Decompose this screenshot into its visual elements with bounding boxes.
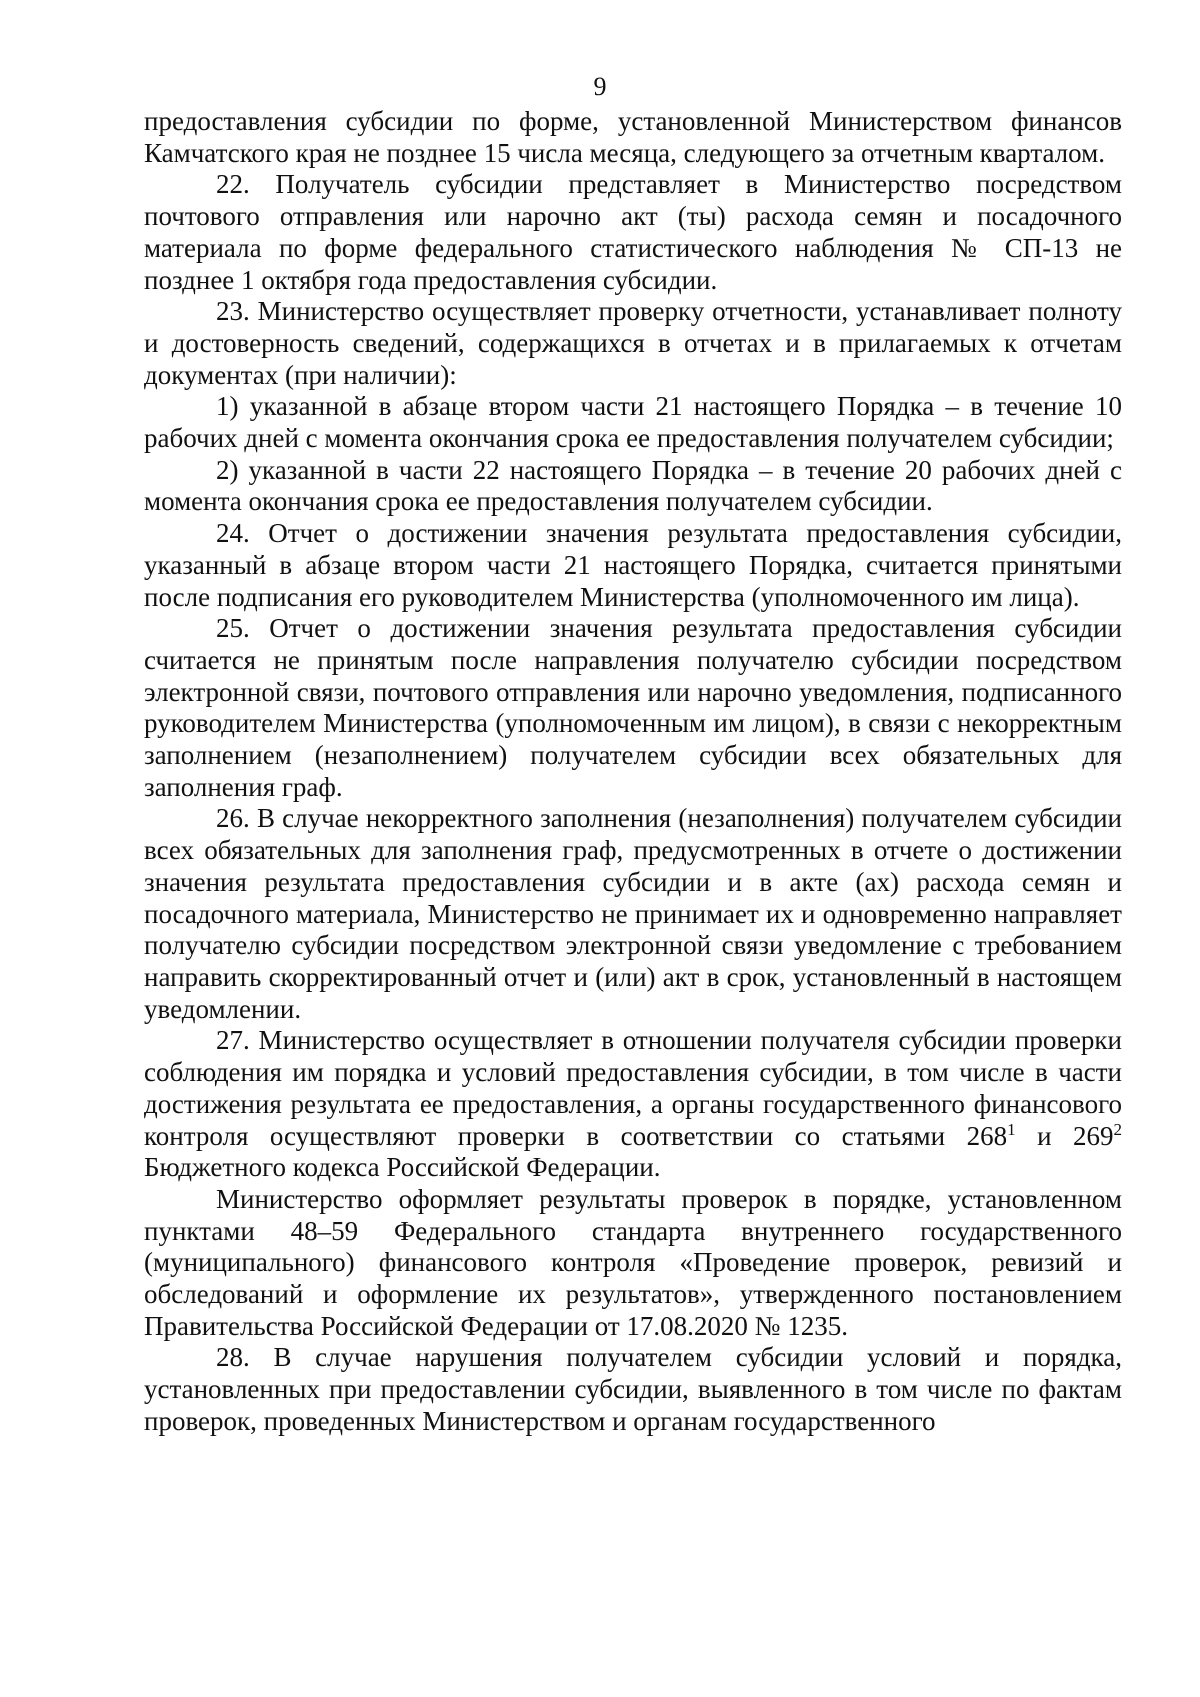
- paragraph-text: Министерство оформляет результаты проверок в порядке, установленном пунктами 48–59 Федерального стандарта внутреннего государственного (муниципального) финансового контроля «Проведение проверок, ревизий и обследований и оформление их результатов», утвержденного постановлением Правительства Российской Федерации от 17.08.2020 № 1235.: [144, 1183, 1122, 1341]
- paragraph-text: 1) указанной в абзаце втором части 21 настоящего Порядка – в течение 10 рабочих дней с момента окончания срока ее предоставления получателем субсидии;: [144, 391, 1122, 454]
- page-number: 9: [593, 72, 607, 101]
- paragraph-text: и 269: [1015, 1120, 1114, 1151]
- paragraph-text: предоставления субсидии по форме, установленной Министерством финансов Камчатского края не позднее 15 числа месяца, следующего за отчетным кварталом.: [144, 106, 1122, 168]
- paragraph-text: 26. В случае некорректного заполнения (незаполнения) получателем субсидии всех обязательных для заполнения граф, предусмотренных в отчете о достижении значения результата предоставления субсидии и в акте (ах) расхода семян и посадочного материала, Министерство не принимает их и одновременно направляет получателю субсидии посредством электронной связи уведомление с требованием направить скорректированный отчет и (или) акт в срок, установленный в настоящем уведомлении.: [144, 803, 1122, 1024]
- paragraph-text: Бюджетного кодекса Российской Федерации.: [144, 1152, 661, 1183]
- superscript: 2: [1113, 1119, 1123, 1139]
- paragraph: [144, 1342, 1122, 1437]
- paragraph-text: 22. Получатель субсидии представляет в Министерство посредством почтового отправления или нарочно акт (ты) расхода семян и посадочного материала по форме федерального статистического наблюдения № СП-13 не позднее 1 октября года предоставления субсидии.: [144, 169, 1122, 295]
- document-body: [144, 106, 1122, 1438]
- paragraph-text: 23. Министерство осуществляет проверку отчетности, устанавливает полноту и достоверность сведений, содержащихся в отчетах и в прилагаемых к отчетам документах (при наличии):: [144, 296, 1122, 390]
- paragraph: [144, 169, 1122, 296]
- paragraph: [144, 1025, 1122, 1184]
- paragraph-text: 28. В случае нарушения получателем субсидии условий и порядка, установленных при предоставлении субсидии, выявленного в том числе по фактам проверок, проведенных Министерством и органам государственного: [144, 1342, 1122, 1436]
- paragraph-text: 27. Министерство осуществляет в отношении получателя субсидии проверки соблюдения им порядка и условий предоставления субсидии, в том числе в части достижения результата ее предоставления, а органы государственного финансового контроля осуществляют проверки в соответствии со статьями 268: [144, 1025, 1122, 1151]
- paragraph-text: 25. Отчет о достижении значения результата предоставления субсидии считается не принятым после направления получателю субсидии посредством электронной связи, почтового отправления или нарочно уведомления, подписанного руководителем Министерства (уполномоченным им лицом), в связи с некорректным заполнением (незаполнением) получателем субсидии всех обязательных для заполнения граф.: [144, 613, 1122, 802]
- paragraph-text: 24. Отчет о достижении значения результата предоставления субсидии, указанный в абзаце втором части 21 настоящего Порядка, считается принятыми после подписания его руководителем Министерства (уполномоченного им лица).: [144, 518, 1122, 612]
- paragraph: [144, 518, 1122, 613]
- paragraph: [144, 296, 1122, 391]
- paragraph: [144, 613, 1122, 803]
- paragraph: [144, 1184, 1122, 1343]
- paragraph: [144, 391, 1122, 454]
- paragraph: [144, 803, 1122, 1025]
- paragraph: [144, 455, 1122, 518]
- paragraph: [144, 106, 1122, 169]
- paragraph-text: 2) указанной в части 22 настоящего Порядка – в течение 20 рабочих дней с момента окончания срока ее предоставления получателем субсидии.: [144, 454, 1122, 517]
- superscript: 1: [1007, 1119, 1016, 1139]
